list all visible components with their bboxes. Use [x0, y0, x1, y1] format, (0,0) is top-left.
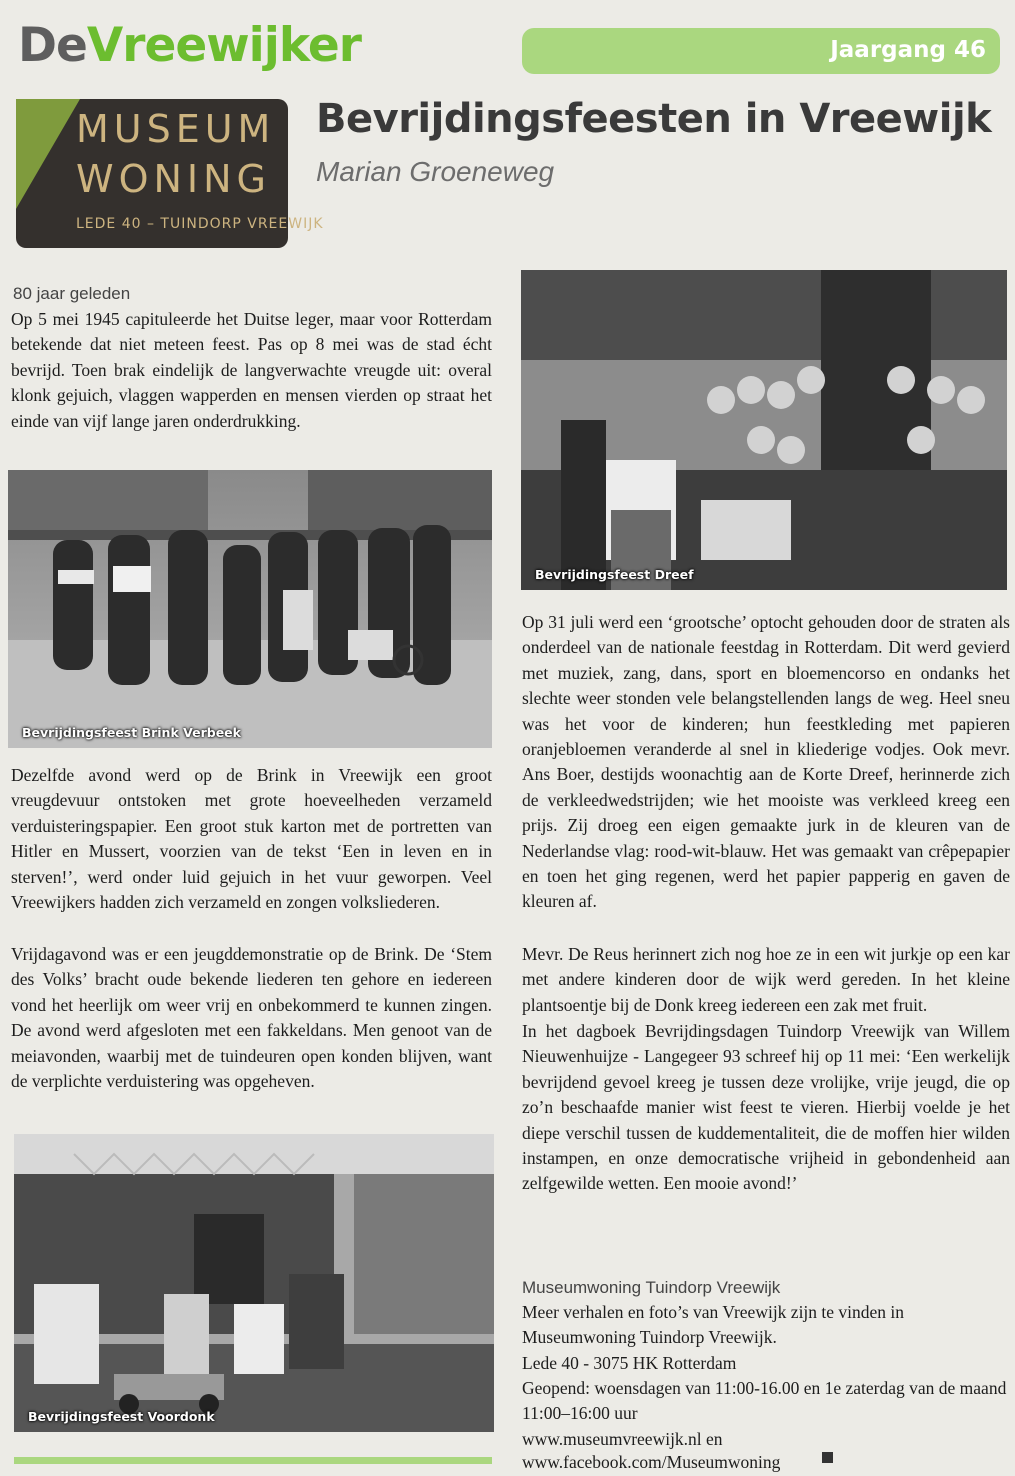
issue-label: Jaargang 46 — [830, 37, 986, 63]
museum-description: Meer verhalen en foto’s van Vreewijk zijn te vinden in Museumwoning Tuindorp Vreewijk. — [522, 1302, 905, 1348]
photo-brink-verbeek — [8, 470, 492, 748]
museum-woning-logo — [16, 99, 324, 248]
logo-triangle — [16, 99, 80, 209]
issue-bar — [522, 28, 1000, 74]
museum-website-link[interactable]: www.museumvreewijk.nl en — [522, 1429, 723, 1449]
bottom-bar — [14, 1457, 492, 1464]
right-paragraph-1: Op 31 juli werd een ‘grootsche’ optocht gehouden door de straten als onderdeel van de nationale feestdag in Rotterdam. Dit werd gevierd met muziek, zang, dans, sport en bloemencorso en ondanks het slechte weer stonden vele belangstellenden langs de weg. Heel sneu was het voor de kinderen; hun feestkleding met papieren oranjebloemen veranderde al snel in kliederige vodjes. Ook mevr. Ans Boer, destijds woonachtig aan de Korte Dreef, herinnerde zich de verkleedwedstrijden; wie het mooiste was verkleed kreeg een prijs. Zij droeg een eigen gemaakte jurk in de kleuren van de Nederlandse vlag: rood-wit-blauw. Het was gemaakt van crêpepapier en toen het ging regenen, werd het papier papperig en gaven de kleuren af. — [522, 612, 1010, 912]
museum-address: Lede 40 - 3075 HK Rotterdam — [522, 1353, 737, 1373]
photo-brink-caption: Bevrijdingsfeest Brink Verbeek — [22, 725, 241, 740]
logo-address: LEDE 40 – TUINDORP VREEWIJK — [76, 216, 324, 232]
article-title: Bevrijdingsfeesten in Vreewijk — [316, 96, 992, 142]
photo-voordonk-caption: Bevrijdingsfeest Voordonk — [28, 1409, 215, 1424]
intro-paragraph: Op 5 mei 1945 capituleerde het Duitse leger, maar voor Rotterdam betekende dat niet meteen feest. Pas op 8 mei was de stad écht bevrijd. Toen brak eindelijk de langverwachte vreugde uit: overal klonk gejuich, vlaggen wapperden en mensen vierden op straat het einde van vijf lange jaren onderdrukking. — [11, 309, 492, 431]
article-author: Marian Groeneweg — [316, 156, 555, 187]
logo-line2: WONING — [76, 157, 271, 201]
subhead: 80 jaar geleden — [13, 284, 131, 303]
museum-heading: Museumwoning Tuindorp Vreewijk — [522, 1278, 781, 1297]
photo-voordonk — [14, 1134, 494, 1432]
masthead-de: De — [18, 18, 87, 73]
right-paragraph-3: In het dagboek Bevrijdingsdagen Tuindorp Vreewijk van Willem Nieuwenhuijze - Langegeer 93 schreef hij op 11 mei: ‘Een werkelijk bevrijdend gevoel kreeg je tussen deze vrolijke, vrije jeugd, die op zo’n beschaafde manier wist feest te vieren. Hierbij voelde je het diepe verschil tussen de kuddementaliteit, die de moffen hier wilden instampen, en onze democratische vrijheid in gebondenheid aan zelfgewilde wetten. Een mooie avond!’ — [522, 1021, 1010, 1194]
museum-hours: Geopend: woensdagen van 11:00-16.00 en 1e zaterdag van de maand 11:00–16:00 uur — [522, 1378, 1007, 1424]
masthead-vreewijker: Vreewijker — [86, 18, 361, 73]
left-paragraph-2: Vrijdagavond was er een jeugddemonstratie op de Brink. De ‘Stem des Volks’ bracht oude bekende liederen ten gehore en iedereen vond het heerlijk om weer vrij en onbekommerd te kunnen zingen. De avond werd afgesloten met een fakkeldans. Men genoot van de meiavonden, waarbij met de tuindeuren open konden blijven, want de verplichte verduistering was opgeheven. — [11, 944, 492, 1092]
photo-brink-image — [8, 470, 492, 748]
photo-dreef — [521, 270, 1007, 590]
museum-facebook-link[interactable]: www.facebook.com/Museumwoning — [522, 1452, 781, 1472]
masthead — [18, 18, 361, 73]
photo-voordonk-image — [14, 1134, 494, 1432]
logo-line1: MUSEUM — [76, 107, 276, 151]
photo-dreef-caption: Bevrijdingsfeest Dreef — [535, 567, 694, 582]
right-paragraph-2: Mevr. De Reus herinnert zich nog hoe ze in een wit jurkje op een kar met andere kinderen door de wijk werd gereden. In het kleine plantsoentje bij de Donk kreeg iedereen een zak met fruit. — [522, 944, 1010, 1015]
photo-dreef-image — [521, 270, 1007, 590]
end-mark — [822, 1452, 833, 1463]
left-paragraph-1: Dezelfde avond werd op de Brink in Vreewijk een groot vreugdevuur ontstoken met grote hoeveelheden verzameld verduisteringspapier. Een groot stuk karton met de portretten van Hitler en Mussert, voorzien van de tekst ‘Een in leven en in sterven!’, werd onder luid gejuich in het vuur geworpen. Veel Vreewijkers hadden zich verzameld en zongen volksliederen. — [11, 765, 492, 913]
